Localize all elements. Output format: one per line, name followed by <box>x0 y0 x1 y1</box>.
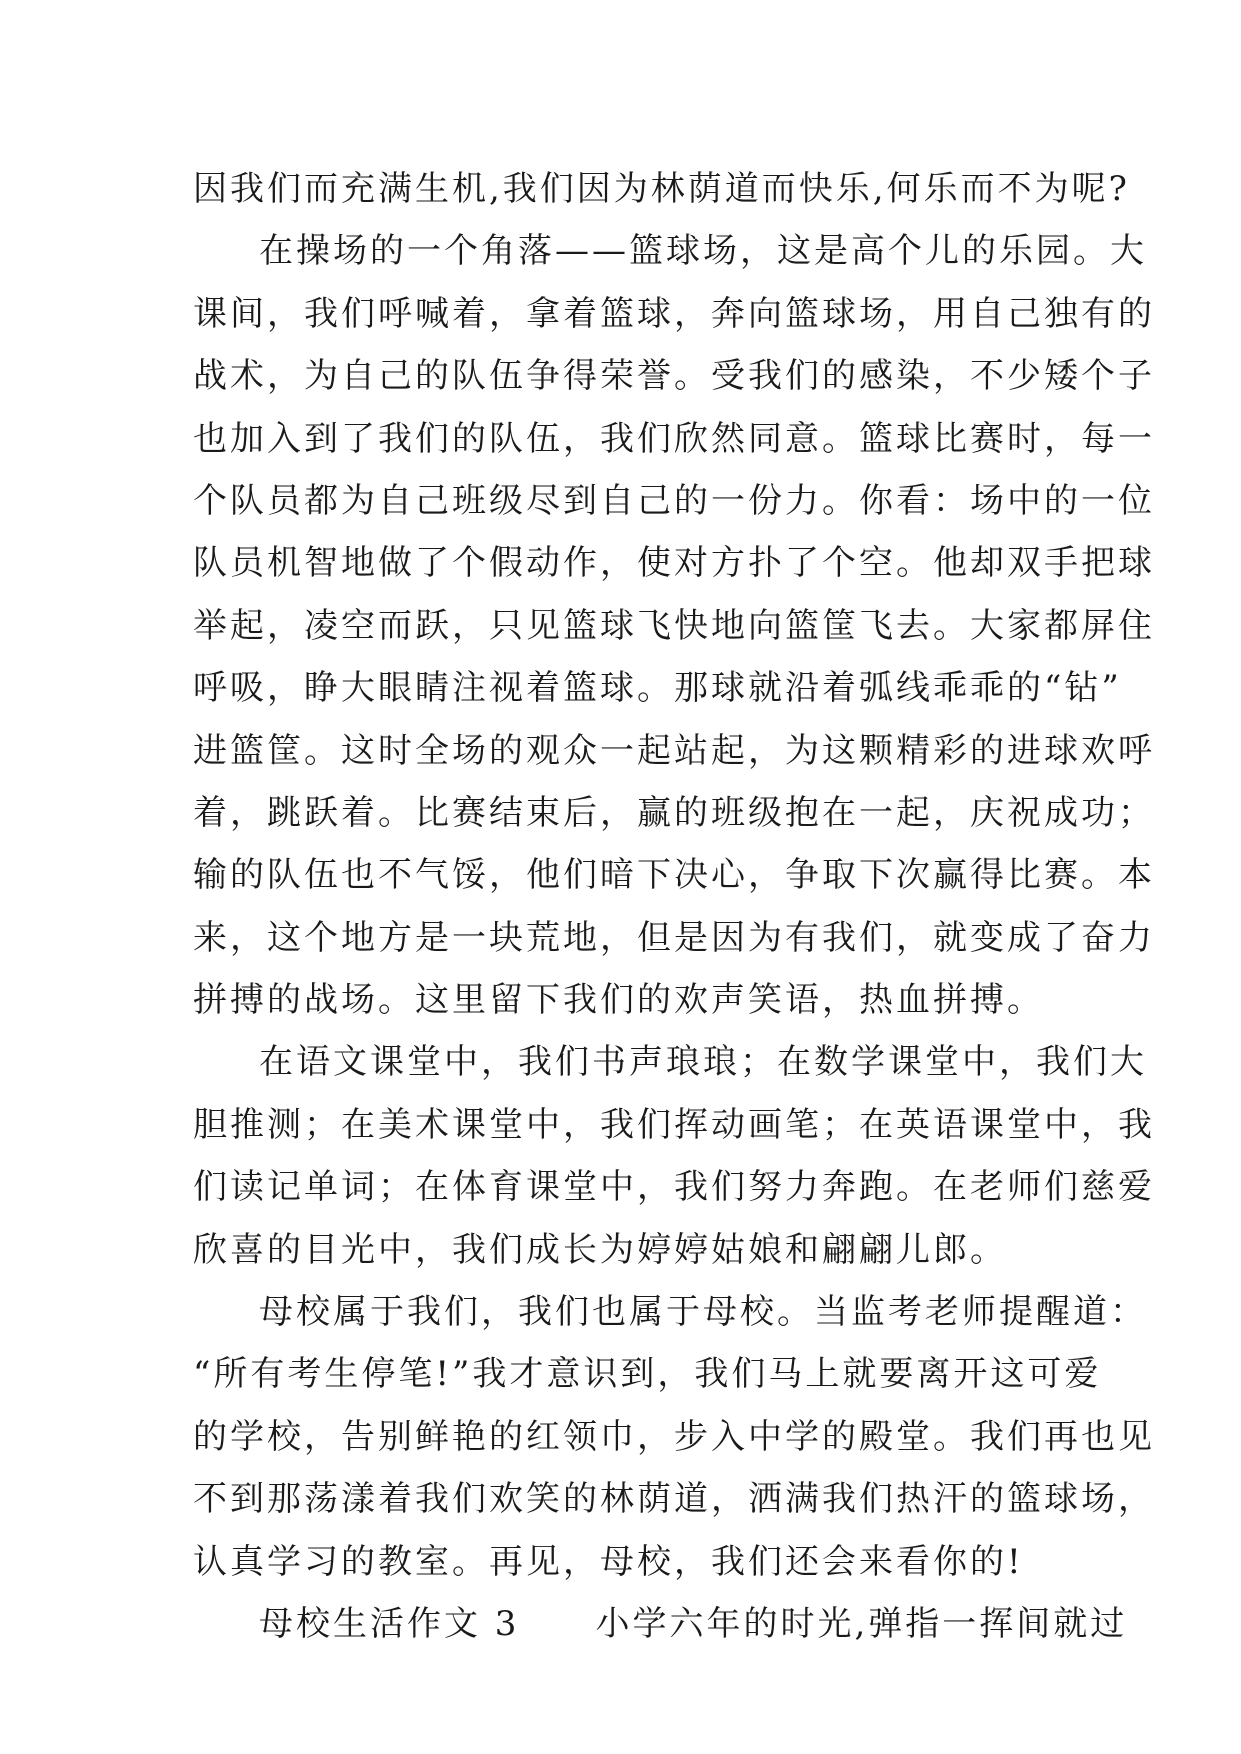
text-line-17: 们读记单词；在体育课堂中，我们努力奔跑。在老师们慈爱 <box>193 1167 1155 1208</box>
text-line-23: 认真学习的教室。再见，母校，我们还会来看你的! <box>193 1541 1024 1582</box>
paragraph-farewell-start: 母校属于我们，我们也属于母校。当监考老师提醒道： <box>259 1292 1147 1333</box>
text-line-3: 课间，我们呼喊着，拿着篮球，奔向篮球场，用自己独有的 <box>193 293 1155 334</box>
paragraph-basketball-start: 在操场的一个角落——篮球场，这是高个儿的乐园。大 <box>259 231 1147 272</box>
essay-title: 母校生活作文 3 <box>259 1603 520 1644</box>
text-line-16: 胆推测；在美术课堂中，我们挥动画笔；在英语课堂中，我 <box>193 1104 1155 1145</box>
text-line-4: 战术，为自己的队伍争得荣誉。受我们的感染，不少矮个子 <box>193 356 1155 397</box>
text-line-14: 拼搏的战场。这里留下我们的欢声笑语，热血拼搏。 <box>193 980 1044 1021</box>
text-line-5: 也加入到了我们的队伍，我们欣然同意。篮球比赛时，每一 <box>193 418 1155 459</box>
text-line-8: 举起，凌空而跃，只见篮球飞快地向篮筐飞去。大家都屏住 <box>193 605 1155 646</box>
text-line-22: 不到那荡漾着我们欢笑的林荫道，洒满我们热汗的篮球场， <box>193 1479 1155 1520</box>
essay-opening-text: 小学六年的时光,弹指一挥间就过 <box>595 1603 1128 1644</box>
text-line-20: “所有考生停笔!”我才意识到，我们马上就要离开这可爱 <box>193 1354 1102 1395</box>
essay-heading-line <box>193 1593 1128 1655</box>
text-line-1: 因我们而充满生机,我们因为林荫道而快乐,何乐而不为呢? <box>193 169 1130 209</box>
text-line-7: 队员机智地做了个假动作，使对方扑了个空。他却双手把球 <box>193 543 1155 584</box>
text-line-11: 着，跳跃着。比赛结束后，赢的班级抱在一起，庆祝成功； <box>193 792 1155 833</box>
text-line-9: 呼吸，睁大眼睛注视着篮球。那球就沿着弧线乖乖的“钻” <box>193 668 1122 709</box>
text-line-13: 来，这个地方是一块荒地，但是因为有我们，就变成了奋力 <box>193 917 1155 958</box>
document-body <box>193 158 1155 1655</box>
text-line-6: 个队员都为自己班级尽到自己的一份力。你看：场中的一位 <box>193 480 1155 521</box>
text-line-12: 输的队伍也不气馁，他们暗下决心，争取下次赢得比赛。本 <box>193 855 1155 896</box>
text-line-18: 欣喜的目光中，我们成长为婷婷姑娘和翩翩儿郎。 <box>193 1229 1007 1270</box>
paragraph-classroom-start: 在语文课堂中，我们书声琅琅；在数学课堂中，我们大 <box>259 1042 1147 1083</box>
text-line-10: 进篮筐。这时全场的观众一起站起，为这颗精彩的进球欢呼 <box>193 730 1155 771</box>
text-line-21: 的学校，告别鲜艳的红领巾，步入中学的殿堂。我们再也见 <box>193 1416 1155 1457</box>
